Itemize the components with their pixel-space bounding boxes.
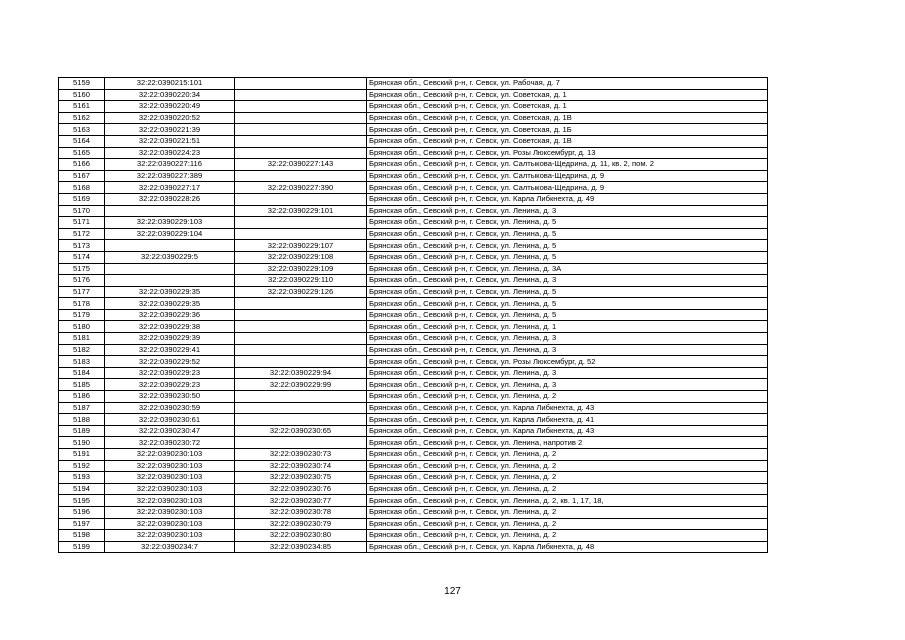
cadastral-number-cell [105, 275, 235, 287]
related-cadastral-number-cell [235, 298, 367, 310]
related-cadastral-number-cell [235, 356, 367, 368]
cadastral-number-cell: 32:22:0390227:389 [105, 170, 235, 182]
table-row [59, 286, 768, 298]
table-row [59, 530, 768, 542]
row-number-cell: 5197 [59, 518, 105, 530]
address-cell: Брянская обл., Севский р-н, г. Севск, ул. Ленина, д. 3 [367, 333, 768, 345]
cadastral-number-cell: 32:22:0390220:49 [105, 101, 235, 113]
table-row [59, 367, 768, 379]
related-cadastral-number-cell [235, 321, 367, 333]
table-row [59, 437, 768, 449]
address-cell: Брянская обл., Севский р-н, г. Севск, ул. Ленина, д. 2 [367, 518, 768, 530]
related-cadastral-number-cell [235, 309, 367, 321]
table-row [59, 275, 768, 287]
cadastral-number-cell: 32:22:0390221:51 [105, 135, 235, 147]
table-row [59, 460, 768, 472]
table-row [59, 344, 768, 356]
related-cadastral-number-cell: 32:22:0390230:77 [235, 495, 367, 507]
cadastral-number-cell: 32:22:0390229:23 [105, 367, 235, 379]
related-cadastral-number-cell: 32:22:0390229:109 [235, 263, 367, 275]
row-number-cell: 5192 [59, 460, 105, 472]
related-cadastral-number-cell [235, 217, 367, 229]
table-row [59, 483, 768, 495]
related-cadastral-number-cell [235, 391, 367, 403]
table-row [59, 135, 768, 147]
related-cadastral-number-cell [235, 112, 367, 124]
address-cell: Брянская обл., Севский р-н, г. Севск, ул. Ленина, д. 3А [367, 263, 768, 275]
table-row [59, 147, 768, 159]
cadastral-number-cell: 32:22:0390230:103 [105, 472, 235, 484]
row-number-cell: 5162 [59, 112, 105, 124]
page-number: 127 [444, 586, 461, 597]
address-cell: Брянская обл., Севский р-н, г. Севск, ул. Ленина, д. 2, кв. 1, 17, 18, [367, 495, 768, 507]
related-cadastral-number-cell: 32:22:0390230:74 [235, 460, 367, 472]
table-row [59, 356, 768, 368]
table-row [59, 78, 768, 90]
cadastral-number-cell: 32:22:0390230:103 [105, 460, 235, 472]
address-cell: Брянская обл., Севский р-н, г. Севск, ул. Ленина, д. 3 [367, 367, 768, 379]
address-cell: Брянская обл., Севский р-н, г. Севск, ул. Ленина, д. 2 [367, 472, 768, 484]
table-row [59, 228, 768, 240]
row-number-cell: 5163 [59, 124, 105, 136]
related-cadastral-number-cell [235, 333, 367, 345]
address-cell: Брянская обл., Севский р-н, г. Севск, ул. Ленина, д. 3 [367, 344, 768, 356]
row-number-cell: 5174 [59, 251, 105, 263]
address-cell: Брянская обл., Севский р-н, г. Севск, ул. Карла Либкнехта, д. 43 [367, 402, 768, 414]
cadastral-number-cell: 32:22:0390224:23 [105, 147, 235, 159]
row-number-cell: 5183 [59, 356, 105, 368]
address-cell: Брянская обл., Севский р-н, г. Севск, ул. Ленина, д. 2 [367, 460, 768, 472]
table-row [59, 159, 768, 171]
related-cadastral-number-cell: 32:22:0390234:85 [235, 541, 367, 553]
cadastral-number-cell: 32:22:0390230:103 [105, 495, 235, 507]
address-cell: Брянская обл., Севский р-н, г. Севск, ул. Салтыкова-Щедрина, д. 9 [367, 170, 768, 182]
table-row [59, 89, 768, 101]
cadastral-number-cell: 32:22:0390230:103 [105, 530, 235, 542]
table-row [59, 425, 768, 437]
address-cell: Брянская обл., Севский р-н, г. Севск, ул. Карла Либкнехта, д. 43 [367, 425, 768, 437]
row-number-cell: 5173 [59, 240, 105, 252]
table-row [59, 449, 768, 461]
table-row [59, 402, 768, 414]
row-number-cell: 5159 [59, 78, 105, 90]
related-cadastral-number-cell: 32:22:0390230:76 [235, 483, 367, 495]
address-cell: Брянская обл., Севский р-н, г. Севск, ул. Ленина, д. 2 [367, 391, 768, 403]
cadastral-number-cell: 32:22:0390230:103 [105, 506, 235, 518]
address-cell: Брянская обл., Севский р-н, г. Севск, ул. Розы Люксембург, д. 13 [367, 147, 768, 159]
row-number-cell: 5169 [59, 193, 105, 205]
address-cell: Брянская обл., Севский р-н, г. Севск, ул. Советская, д. 1В [367, 135, 768, 147]
table-row [59, 333, 768, 345]
cadastral-number-cell: 32:22:0390229:104 [105, 228, 235, 240]
cadastral-number-cell: 32:22:0390229:23 [105, 379, 235, 391]
cadastral-number-cell: 32:22:0390220:52 [105, 112, 235, 124]
row-number-cell: 5166 [59, 159, 105, 171]
related-cadastral-number-cell: 32:22:0390230:75 [235, 472, 367, 484]
row-number-cell: 5161 [59, 101, 105, 113]
address-cell: Брянская обл., Севский р-н, г. Севск, ул. Ленина, д. 2 [367, 530, 768, 542]
address-cell: Брянская обл., Севский р-н, г. Севск, ул. Ленина, д. 3 [367, 379, 768, 391]
address-cell: Брянская обл., Севский р-н, г. Севск, ул. Ленина, д. 5 [367, 298, 768, 310]
address-cell: Брянская обл., Севский р-н, г. Севск, ул. Ленина, д. 5 [367, 240, 768, 252]
cadastral-number-cell: 32:22:0390229:35 [105, 286, 235, 298]
table-row [59, 101, 768, 113]
cadastral-number-cell: 32:22:0390229:35 [105, 298, 235, 310]
cadastral-number-cell: 32:22:0390230:61 [105, 414, 235, 426]
cadastral-number-cell: 32:22:0390229:5 [105, 251, 235, 263]
table-row [59, 414, 768, 426]
row-number-cell: 5178 [59, 298, 105, 310]
table-row [59, 112, 768, 124]
cadastral-number-cell [105, 205, 235, 217]
address-cell: Брянская обл., Севский р-н, г. Севск, ул. Ленина, д. 5 [367, 217, 768, 229]
related-cadastral-number-cell: 32:22:0390230:65 [235, 425, 367, 437]
cadastral-number-cell: 32:22:0390230:59 [105, 402, 235, 414]
related-cadastral-number-cell: 32:22:0390227:143 [235, 159, 367, 171]
row-number-cell: 5160 [59, 89, 105, 101]
cadastral-number-cell: 32:22:0390215:101 [105, 78, 235, 90]
cadastral-number-cell: 32:22:0390221:39 [105, 124, 235, 136]
cadastral-number-cell: 32:22:0390227:17 [105, 182, 235, 194]
address-cell: Брянская обл., Севский р-н, г. Севск, ул. Рабочая, д. 7 [367, 78, 768, 90]
row-number-cell: 5168 [59, 182, 105, 194]
table-row [59, 193, 768, 205]
cadastral-number-cell: 32:22:0390228:26 [105, 193, 235, 205]
related-cadastral-number-cell [235, 437, 367, 449]
row-number-cell: 5194 [59, 483, 105, 495]
address-cell: Брянская обл., Севский р-н, г. Севск, ул. Ленина, д. 3 [367, 205, 768, 217]
table-row [59, 124, 768, 136]
row-number-cell: 5190 [59, 437, 105, 449]
related-cadastral-number-cell [235, 89, 367, 101]
address-cell: Брянская обл., Севский р-н, г. Севск, ул. Ленина, д. 5 [367, 251, 768, 263]
table-row [59, 170, 768, 182]
row-number-cell: 5182 [59, 344, 105, 356]
related-cadastral-number-cell [235, 124, 367, 136]
table-row [59, 217, 768, 229]
row-number-cell: 5196 [59, 506, 105, 518]
address-cell: Брянская обл., Севский р-н, г. Севск, ул. Ленина, д. 5 [367, 309, 768, 321]
row-number-cell: 5177 [59, 286, 105, 298]
address-cell: Брянская обл., Севский р-н, г. Севск, ул. Карла Либкнехта, д. 41 [367, 414, 768, 426]
address-cell: Брянская обл., Севский р-н, г. Севск, ул. Ленина, д. 3 [367, 275, 768, 287]
address-cell: Брянская обл., Севский р-н, г. Севск, ул. Салтыкова-Щедрина, д. 11, кв. 2, пом. 2 [367, 159, 768, 171]
address-cell: Брянская обл., Севский р-н, г. Севск, ул. Советская, д. 1 [367, 89, 768, 101]
cadastral-number-cell: 32:22:0390229:41 [105, 344, 235, 356]
related-cadastral-number-cell: 32:22:0390227:390 [235, 182, 367, 194]
related-cadastral-number-cell [235, 414, 367, 426]
registry-table [58, 77, 768, 553]
address-cell: Брянская обл., Севский р-н, г. Севск, ул. Советская, д. 1В [367, 112, 768, 124]
cadastral-number-cell: 32:22:0390230:50 [105, 391, 235, 403]
cadastral-number-cell [105, 240, 235, 252]
related-cadastral-number-cell: 32:22:0390229:108 [235, 251, 367, 263]
row-number-cell: 5187 [59, 402, 105, 414]
cadastral-number-cell: 32:22:0390229:52 [105, 356, 235, 368]
table-row [59, 379, 768, 391]
related-cadastral-number-cell [235, 193, 367, 205]
address-cell: Брянская обл., Севский р-н, г. Севск, ул. Советская, д. 1Б [367, 124, 768, 136]
table-row [59, 298, 768, 310]
related-cadastral-number-cell: 32:22:0390229:94 [235, 367, 367, 379]
related-cadastral-number-cell [235, 402, 367, 414]
cadastral-number-cell: 32:22:0390230:72 [105, 437, 235, 449]
address-cell: Брянская обл., Севский р-н, г. Севск, ул. Ленина, д. 2 [367, 483, 768, 495]
related-cadastral-number-cell [235, 344, 367, 356]
related-cadastral-number-cell: 32:22:0390230:73 [235, 449, 367, 461]
row-number-cell: 5188 [59, 414, 105, 426]
related-cadastral-number-cell: 32:22:0390229:110 [235, 275, 367, 287]
table-row [59, 240, 768, 252]
address-cell: Брянская обл., Севский р-н, г. Севск, ул. Ленина, д. 2 [367, 506, 768, 518]
related-cadastral-number-cell [235, 228, 367, 240]
row-number-cell: 5175 [59, 263, 105, 275]
table-row [59, 205, 768, 217]
cadastral-number-cell: 32:22:0390230:47 [105, 425, 235, 437]
row-number-cell: 5195 [59, 495, 105, 507]
address-cell: Брянская обл., Севский р-н, г. Севск, ул. Ленина, д. 1 [367, 321, 768, 333]
row-number-cell: 5172 [59, 228, 105, 240]
row-number-cell: 5170 [59, 205, 105, 217]
related-cadastral-number-cell: 32:22:0390230:80 [235, 530, 367, 542]
row-number-cell: 5184 [59, 367, 105, 379]
cadastral-number-cell [105, 263, 235, 275]
related-cadastral-number-cell: 32:22:0390230:79 [235, 518, 367, 530]
table-row [59, 309, 768, 321]
table-row [59, 391, 768, 403]
address-cell: Брянская обл., Севский р-н, г. Севск, ул. Карла Либкнехта, д. 49 [367, 193, 768, 205]
address-cell: Брянская обл., Севский р-н, г. Севск, ул. Розы Люксембург, д. 52 [367, 356, 768, 368]
cadastral-number-cell: 32:22:0390229:103 [105, 217, 235, 229]
row-number-cell: 5199 [59, 541, 105, 553]
related-cadastral-number-cell [235, 135, 367, 147]
table-row [59, 518, 768, 530]
cadastral-number-cell: 32:22:0390230:103 [105, 449, 235, 461]
table-row [59, 541, 768, 553]
row-number-cell: 5189 [59, 425, 105, 437]
cadastral-number-cell: 32:22:0390234:7 [105, 541, 235, 553]
cadastral-number-cell: 32:22:0390230:103 [105, 518, 235, 530]
address-cell: Брянская обл., Севский р-н, г. Севск, ул. Ленина, напротив 2 [367, 437, 768, 449]
address-cell: Брянская обл., Севский р-н, г. Севск, ул. Ленина, д. 5 [367, 286, 768, 298]
related-cadastral-number-cell: 32:22:0390229:107 [235, 240, 367, 252]
cadastral-number-cell: 32:22:0390227:116 [105, 159, 235, 171]
related-cadastral-number-cell [235, 78, 367, 90]
related-cadastral-number-cell: 32:22:0390229:126 [235, 286, 367, 298]
address-cell: Брянская обл., Севский р-н, г. Севск, ул. Карла Либкнехта, д. 48 [367, 541, 768, 553]
table-row [59, 472, 768, 484]
cadastral-number-cell: 32:22:0390229:38 [105, 321, 235, 333]
related-cadastral-number-cell: 32:22:0390229:99 [235, 379, 367, 391]
address-cell: Брянская обл., Севский р-н, г. Севск, ул. Ленина, д. 2 [367, 449, 768, 461]
row-number-cell: 5165 [59, 147, 105, 159]
row-number-cell: 5179 [59, 309, 105, 321]
row-number-cell: 5185 [59, 379, 105, 391]
table-row [59, 321, 768, 333]
table-row [59, 251, 768, 263]
cadastral-number-cell: 32:22:0390229:36 [105, 309, 235, 321]
row-number-cell: 5180 [59, 321, 105, 333]
table-row [59, 263, 768, 275]
row-number-cell: 5191 [59, 449, 105, 461]
row-number-cell: 5167 [59, 170, 105, 182]
related-cadastral-number-cell [235, 147, 367, 159]
table-row [59, 182, 768, 194]
row-number-cell: 5181 [59, 333, 105, 345]
row-number-cell: 5186 [59, 391, 105, 403]
address-cell: Брянская обл., Севский р-н, г. Севск, ул. Советская, д. 1 [367, 101, 768, 113]
table-row [59, 495, 768, 507]
registry-table-body [59, 78, 768, 553]
row-number-cell: 5171 [59, 217, 105, 229]
row-number-cell: 5164 [59, 135, 105, 147]
row-number-cell: 5176 [59, 275, 105, 287]
row-number-cell: 5193 [59, 472, 105, 484]
related-cadastral-number-cell: 32:22:0390229:101 [235, 205, 367, 217]
related-cadastral-number-cell [235, 101, 367, 113]
address-cell: Брянская обл., Севский р-н, г. Севск, ул. Салтыкова-Щедрина, д. 9 [367, 182, 768, 194]
related-cadastral-number-cell: 32:22:0390230:78 [235, 506, 367, 518]
cadastral-number-cell: 32:22:0390230:103 [105, 483, 235, 495]
address-cell: Брянская обл., Севский р-н, г. Севск, ул. Ленина, д. 5 [367, 228, 768, 240]
row-number-cell: 5198 [59, 530, 105, 542]
cadastral-number-cell: 32:22:0390229:39 [105, 333, 235, 345]
table-row [59, 506, 768, 518]
related-cadastral-number-cell [235, 170, 367, 182]
cadastral-number-cell: 32:22:0390220:34 [105, 89, 235, 101]
